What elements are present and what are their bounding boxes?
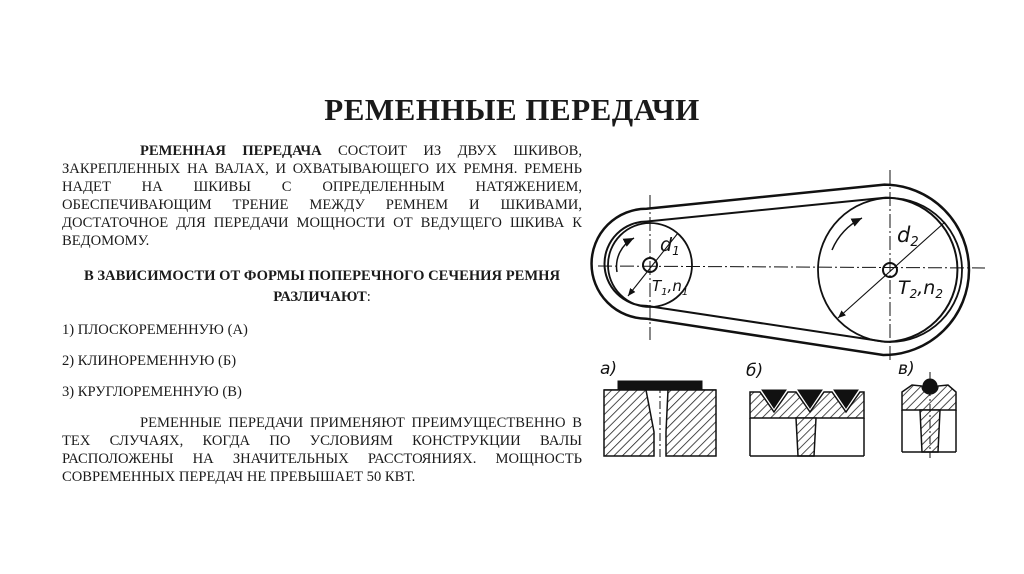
section-c-label: в) [898, 359, 915, 379]
section-a-label: а) [600, 359, 618, 379]
list-item-round: 3) КРУГЛОРЕМЕННУЮ (В) [62, 384, 242, 400]
driver-rotation-arrow [617, 238, 634, 272]
driver-torque-speed-label: $T_1,n_1$ [652, 277, 689, 298]
section-v-belt [750, 390, 864, 456]
term-belt-drive: РЕМЕННАЯ ПЕРЕДАЧА [140, 143, 322, 159]
section-flat-belt [604, 381, 716, 460]
list-item-flat: 1) ПЛОСКОРЕМЕННУЮ (А) [62, 322, 248, 338]
pulley-drive [592, 170, 985, 360]
definition-text: СОСТОИТ ИЗ ДВУХ ШКИВОВ, ЗАКРЕПЛЕННЫХ НА ВАЛАХ, И ОХВАТЫВАЮЩЕГО ИХ РЕМНЯ. РЕМЕНЬ НАДЕТ НА ШКИВЫ С ОПРЕДЕЛЕННЫМ НАТЯЖЕНИЕМ, ОБЕСПЕЧИВАЮЩИМ ТРЕНИЕ МЕЖДУ РЕМНЕМ И ШКИВАМИ, ДОСТАТОЧНОЕ ДЛЯ ПЕРЕДАЧИ МОЩНОСТИ ОТ ВЕДУЩЕГО ШКИВА К ВЕДОМОМУ. [62, 143, 582, 249]
d2-label: d2 [897, 223, 919, 250]
driven-torque-speed-label: $T_2,n_2$ [898, 277, 943, 301]
classification-text: В ЗАВИСИМОСТИ ОТ ФОРМЫ ПОПЕРЕЧНОГО СЕЧЕНИЯ РЕМНЯ РАЗЛИЧАЮТ [83, 268, 561, 305]
section-b-label: б) [746, 361, 764, 381]
d2-dimension-line [838, 222, 945, 318]
page-title: РЕМЕННЫЕ ПЕРЕДАЧИ [324, 92, 700, 127]
classification-colon: : [366, 289, 371, 305]
list-item-v-belt: 2) КЛИНОРЕМЕННУЮ (Б) [62, 353, 237, 369]
d1-label: $d_1$ [660, 234, 680, 258]
section-round-belt [902, 372, 956, 458]
paragraph-application: РЕМЕННЫЕ ПЕРЕДАЧИ ПРИМЕНЯЮТ ПРЕИМУЩЕСТВЕННО В ТЕХ СЛУЧАЯХ, КОГДА ПО УСЛОВИЯМ КОНСТРУКЦИИ ВАЛЫ РАСПОЛОЖЕНЫ НА ЗНАЧИТЕЛЬНЫХ РАССТОЯНИЯХ. МОЩНОСТЬ СОВРЕМЕННЫХ ПЕРЕДАЧ НЕ ПРЕВЫШАЕТ 50 КВТ. [62, 415, 582, 485]
